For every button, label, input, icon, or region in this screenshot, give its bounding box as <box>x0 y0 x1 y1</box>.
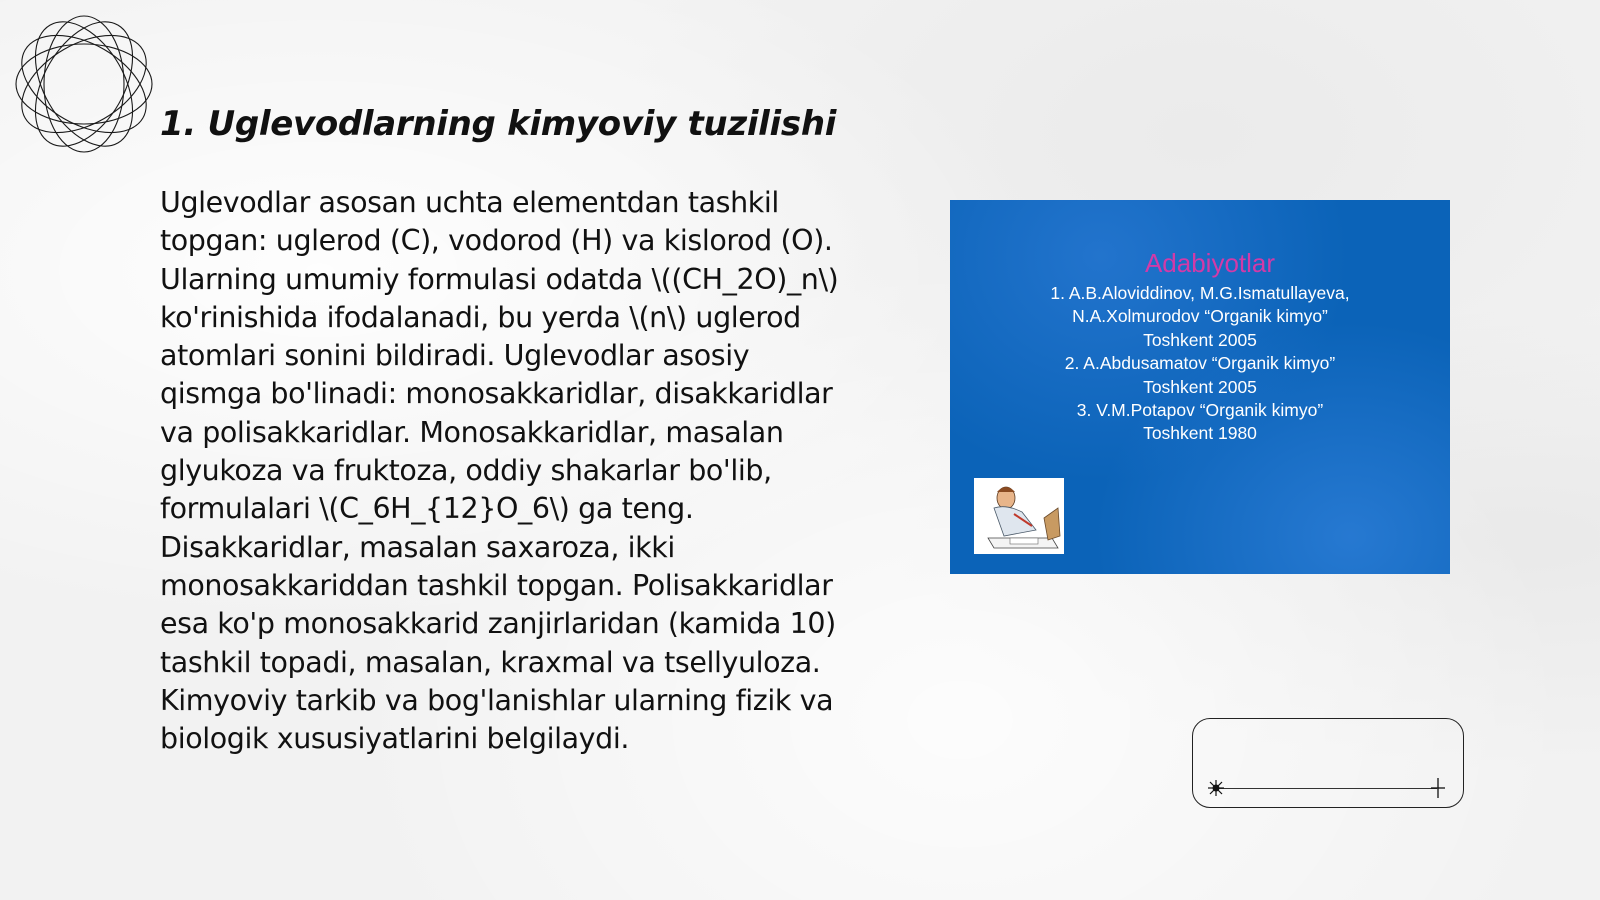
reference-item <box>990 282 1410 352</box>
slide-body-text: Uglevodlar asosan uchta elementdan tashkil topgan: uglerod (C), vodorod (H) va kislorod (O). Ularning umumiy formulasi odatda \((CH_2O)_n\) ko'rinishida ifodalanadi, bu yerda \(n\) uglerod atomlari sonini bildiradi. Uglevodlar asosiy qismga bo'linadi: monosakkaridlar, disakkaridlar va polisakkaridlar. Monosakkaridlar, masalan glyukoza va fruktoza, oddiy shakarlar bo'lib, formulalari \(C_6H_{12}O_6\) ga teng. Disakkaridlar, masalan saxaroza, ikki monosakkariddan tashkil topgan. Polisakkaridlar esa ko'p monosakkarid zanjirlaridan (kamida 10) tashkil topadi, masalan, kraxmal va tsellyuloza. Kimyoviy tarkib va bog'lanishlar ularning fizik va biologik xususiyatlarini belgilaydi. <box>160 186 839 756</box>
references-image <box>950 200 1450 574</box>
toolbar-line <box>1219 788 1437 789</box>
toolbar-box <box>1192 718 1464 808</box>
plus-icon <box>1429 777 1447 799</box>
reference-line: Toshkent 2005 <box>1143 329 1257 350</box>
reference-line: 3. V.M.Potapov “Organik kimyo” <box>1076 400 1324 421</box>
reference-line: 1. A.B.Aloviddinov, M.G.Ismatullayeva, <box>1050 283 1350 303</box>
reference-line: 2. A.Abdusamatov “Organik kimyo” <box>1064 353 1336 374</box>
reference-line: Toshkent 2005 <box>1143 376 1257 397</box>
slide-title: 1. Uglevodlarning kimyoviy tuzilishi <box>160 104 837 144</box>
references-list <box>990 282 1410 446</box>
reference-line: N.A.Xolmurodov “Organik kimyo” <box>1072 306 1328 327</box>
reference-line: Toshkent 1980 <box>1143 423 1257 444</box>
spirograph-ornament-icon <box>10 10 158 158</box>
reference-item <box>990 352 1410 399</box>
reference-item <box>990 399 1410 446</box>
references-heading: Adabiyotlar <box>1144 248 1276 278</box>
sun-icon <box>1207 779 1225 797</box>
thinking-person-icon <box>974 478 1064 554</box>
